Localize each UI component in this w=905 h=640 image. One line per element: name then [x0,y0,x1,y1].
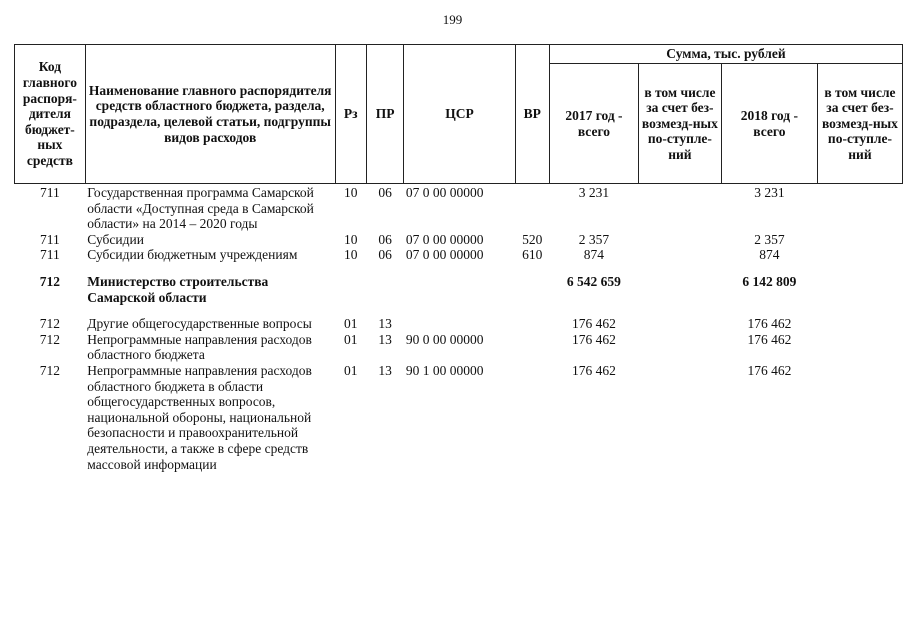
budget-table [14,44,903,472]
table-row [15,363,903,472]
cell-vr [515,305,549,332]
header-sum: Сумма, тыс. рублей [549,45,902,64]
header-code: Код главного распоря-дителя бюджет-ных средств [15,45,86,184]
header-rz: Рз [335,45,366,184]
cell-vr: 520 [522,231,543,247]
cell-2018-grants [817,263,902,305]
cell-code: 712 [39,362,61,378]
cell-vr [515,332,549,363]
table-row-ministry [15,263,903,305]
cell-csr [404,305,515,332]
cell-2018-total: 3 231 [754,185,785,200]
cell-name: Субсидии [87,231,144,247]
cell-2017-grants [638,332,721,363]
cell-rz: 10 [344,247,358,263]
cell-vr: 610 [522,247,543,263]
cell-csr: 07 0 00 00000 [405,185,484,200]
cell-csr: 90 1 00 00000 [405,362,484,378]
cell-2018-grants [817,305,902,332]
cell-2017-total: 176 462 [571,362,616,378]
table-row [15,247,903,263]
cell-pr: 13 [378,362,392,378]
table-row [15,332,903,363]
cell-2017-total: 874 [583,247,605,263]
cell-2017-grants [638,363,721,472]
cell-2017-total: 176 462 [571,331,616,347]
header-2017-grants: в том числе за счет без-возмезд-ных по-ступле-ний [638,64,721,184]
cell-name: Другие общегосударственные вопросы [87,316,312,332]
cell-2018-grants [817,184,902,232]
cell-csr: 07 0 00 00000 [405,231,484,247]
header-2018-grants: в том числе за счет без-возмезд-ных по-ступле-ний [817,64,902,184]
cell-csr [404,263,515,305]
cell-pr [366,263,403,305]
cell-csr: 07 0 00 00000 [405,247,484,263]
header-name: Наименование главного распорядителя средств областного бюджета, раздела, подраздела, целевой статьи, подгруппы видов расходов [85,45,335,184]
cell-csr: 90 0 00 00000 [405,331,484,347]
cell-rz: 10 [344,185,358,200]
cell-vr [515,263,549,305]
cell-2018-grants [817,363,902,472]
cell-2017-total: 2 357 [578,231,610,247]
header-pr: ПР [366,45,403,184]
cell-code: 712 [39,316,61,332]
cell-pr: 06 [378,185,392,200]
cell-2018-total: 176 462 [747,331,792,347]
cell-2018-total: 176 462 [747,362,792,378]
cell-pr: 06 [378,247,392,263]
cell-name: Непрограммные направления расходов областного бюджета [87,331,312,363]
cell-code: 711 [40,185,60,200]
cell-name: Государственная программа Самарской области «Доступная среда в Самарской области» на 2014 – 2020 годы [87,185,314,232]
cell-2018-grants [817,247,902,263]
cell-2017-total: 176 462 [571,316,616,332]
cell-2017-grants [638,263,721,305]
header-2018-total: 2018 год - всего [721,64,817,184]
table-row [15,184,903,232]
cell-name: Субсидии бюджетным учреждениям [87,247,298,263]
cell-name: Министерство строительства Самарской области [87,273,269,305]
cell-2018-total: 2 357 [754,231,785,247]
cell-2018-grants [817,232,902,248]
table-row [15,232,903,248]
cell-2018-total: 176 462 [747,316,792,332]
header-2017-total: 2017 год - всего [549,64,638,184]
cell-2018-total: 6 142 809 [742,273,797,289]
cell-name: Непрограммные направления расходов областного бюджета в области общегосударственных вопросов, национальной обороны, национальной безопасности и правоохранительной деятельности, а также в сфере средств массовой информации [87,362,312,472]
cell-code: 711 [40,231,60,247]
header-csr: ЦСР [404,45,515,184]
cell-rz: 01 [344,316,358,332]
cell-2018-total: 874 [759,247,780,263]
table-row [15,305,903,332]
cell-2017-total: 6 542 659 [566,273,621,289]
cell-pr: 06 [378,231,392,247]
cell-2017-total: 3 231 [578,185,610,200]
cell-2018-grants [817,332,902,363]
cell-2017-grants [638,184,721,232]
header-vr: ВР [515,45,549,184]
cell-vr [515,363,549,472]
cell-code: 712 [39,331,61,347]
cell-2017-grants [638,305,721,332]
cell-rz: 01 [344,331,358,347]
cell-rz: 10 [344,231,358,247]
cell-rz: 01 [344,362,358,378]
page-number: 199 [442,12,463,27]
cell-pr: 13 [378,331,392,347]
cell-2017-grants [638,247,721,263]
cell-code: 711 [40,247,60,263]
cell-pr: 13 [378,316,392,332]
cell-code: 712 [39,273,61,289]
cell-rz [335,263,366,305]
cell-vr [515,184,549,232]
cell-2017-grants [638,232,721,248]
